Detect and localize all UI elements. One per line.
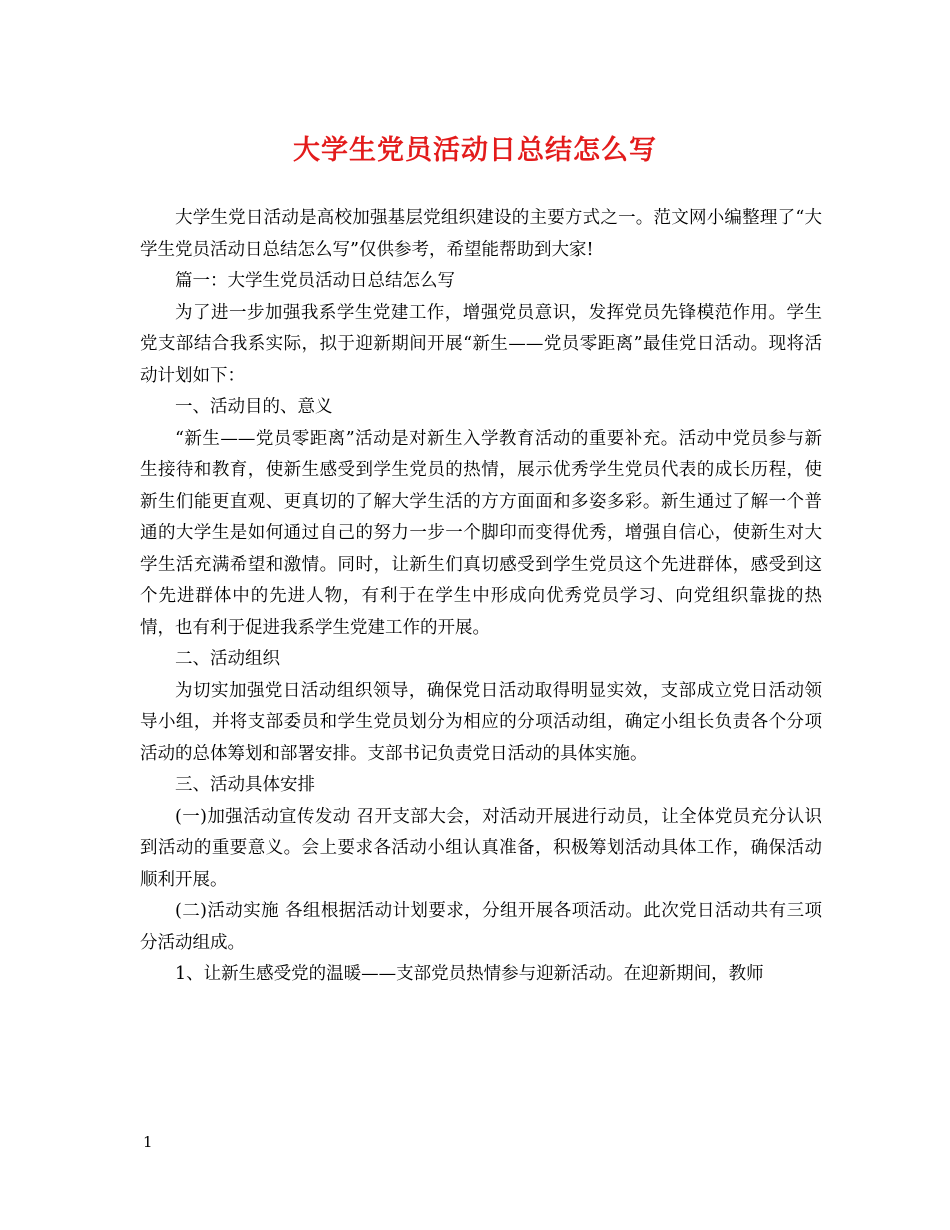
page-number: 1 bbox=[143, 1133, 153, 1151]
paragraph-purpose: 为了进一步加强我系学生党建工作，增强党员意识，发挥党员先锋模范作用。学生党支部结合我系实际，拟于迎新期间开展“新生——党员零距离”最佳党日活动。现将活动计划如下： bbox=[140, 302, 822, 386]
section-heading-3: 三、活动具体安排 bbox=[175, 775, 315, 795]
section-heading-1: 一、活动目的、意义 bbox=[175, 397, 333, 417]
paragraph-significance: “新生——党员零距离”活动是对新生入学教育活动的重要补充。活动中党员参与新生接待和教育，使新生感受到学生党员的热情，展示优秀学生党员代表的成长历程，使新生们能更直观、更真切的了解大学生活的方方面面和多姿多彩。新生通过了解一个普通的大学生是如何通过自己的努力一步一个脚印而变得优秀，增强自信心，使新生对大学生活充满希望和激情。同时，让新生们真切感受到学生党员这个先进群体，感受到这个先进群体中的先进人物，有利于在学生中形成向优秀党员学习、向党组织靠拢的热情，也有利于促进我系学生党建工作的开展。 bbox=[140, 428, 822, 638]
paragraph-implementation: (二)活动实施 各组根据活动计划要求，分组开展各项活动。此次党日活动共有三项分活动组成。 bbox=[140, 901, 822, 953]
document-title: 大学生党员活动日总结怎么写 bbox=[293, 135, 657, 166]
paragraph-organization: 为切实加强党日活动组织领导，确保党日活动取得明显实效，支部成立党日活动领导小组，并将支部委员和学生党员划分为相应的分项活动组，确定小组长负责各个分项活动的总体筹划和部署安排。支部书记负责党日活动的具体实施。 bbox=[140, 680, 822, 764]
paragraph-part-heading: 篇一：大学生党员活动日总结怎么写 bbox=[175, 271, 455, 291]
paragraph-publicity: (一)加强活动宣传发动 召开支部大会，对活动开展进行动员，让全体党员充分认识到活动的重要意义。会上要求各活动小组认真准备，积极筹划活动具体工作，确保活动顺利开展。 bbox=[140, 806, 822, 890]
paragraph-activity-1: 1、让新生感受党的温暖——支部党员热情参与迎新活动。在迎新期间，教师 bbox=[175, 964, 764, 984]
paragraph-intro: 大学生党日活动是高校加强基层党组织建设的主要方式之一。范文网小编整理了“大学生党员活动日总结怎么写”仅供参考，希望能帮助到大家! bbox=[140, 208, 822, 260]
document-body bbox=[140, 203, 822, 991]
section-heading-2: 二、活动组织 bbox=[175, 649, 280, 669]
